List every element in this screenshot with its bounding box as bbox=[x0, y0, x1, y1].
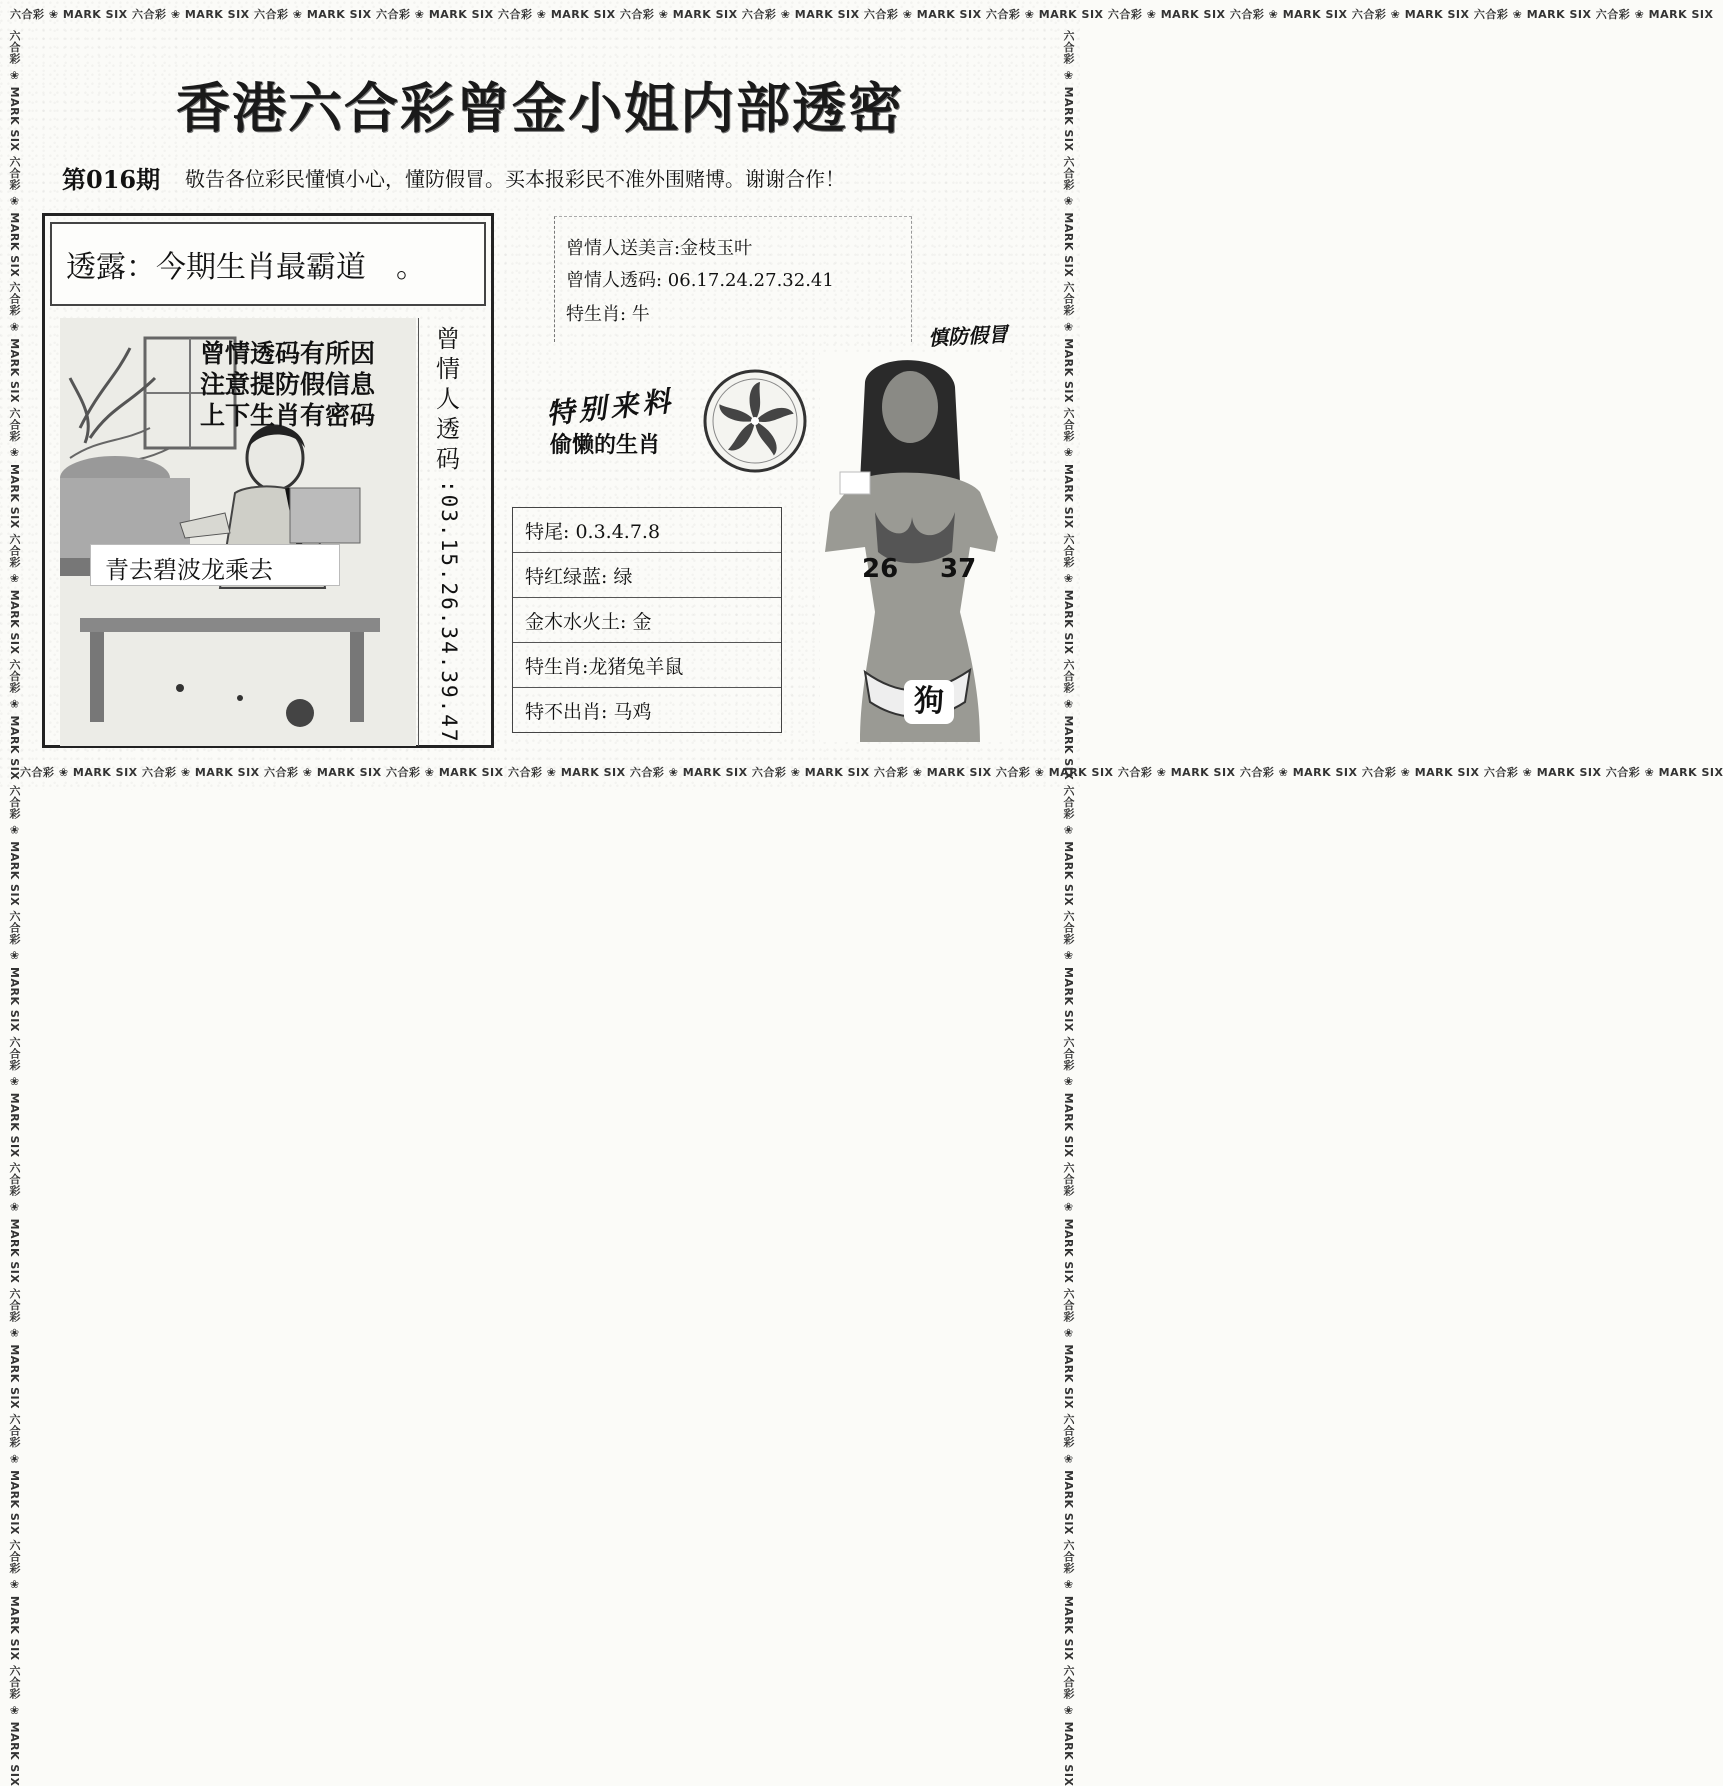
table-cell: 特尾: 0.3.4.7.8 bbox=[525, 521, 661, 543]
info-line-3: 特生肖: 牛 bbox=[566, 304, 650, 325]
table-cell: 特不出肖: 马鸡 bbox=[525, 701, 652, 723]
warning-stamp: 慎防假冒 bbox=[927, 321, 1009, 351]
watermark-left: 六合彩 ❀ MARK SIX 六合彩 ❀ MARK SIX 六合彩 ❀ MARK SIX 六合彩 ❀ MARK SIX 六合彩 ❀ MARK SIX 六合彩 ❀ MARK SIX 六合彩 ❀ MARK SIX 六合彩 ❀ MARK SIX 六合彩 ❀ MARK SIX 六合彩 ❀ MARK SIX 六合彩 ❀ MARK SIX 六合彩 ❀ MARK SIX 六合彩 ❀ MARK SIX 六合彩 ❀ MARK SIX bbox=[8, 30, 21, 1786]
caption-text: 青去碧波龙乘去 bbox=[105, 556, 273, 584]
vertical-label: 曾 情 人 透 码 bbox=[436, 325, 460, 473]
notice-text: 敬告各位彩民懂慎小心，懂防假冒。买本报彩民不准外围赌博。谢谢合作！ bbox=[185, 167, 845, 191]
info-line-1: 曾情人送美言:金枝玉叶 bbox=[566, 238, 753, 259]
poem-line-3: 上下生肖有密码 bbox=[200, 401, 376, 430]
figure-label: 狗 bbox=[904, 680, 954, 724]
special-title: 特别来料 bbox=[544, 384, 676, 431]
table-row bbox=[513, 598, 781, 643]
poem-line-1: 曾情透码有所因 bbox=[200, 339, 376, 368]
vertical-numbers: :03.15.26.34.39.47 bbox=[437, 480, 461, 744]
bauhinia-emblem-icon bbox=[700, 366, 810, 476]
info-line-2: 曾情人透码: 06.17.24.27.32.41 bbox=[566, 270, 834, 291]
table-row bbox=[513, 688, 781, 733]
table-row bbox=[513, 508, 781, 553]
reveal-text: 透露：今期生肖最霸道 。 bbox=[66, 250, 426, 285]
watermark-bottom: 六合彩 ❀ MARK SIX 六合彩 ❀ MARK SIX 六合彩 ❀ MARK SIX 六合彩 ❀ MARK SIX 六合彩 ❀ MARK SIX 六合彩 ❀ MARK SIX 六合彩 ❀ MARK SIX 六合彩 ❀ MARK SIX 六合彩 ❀ MARK SIX 六合彩 ❀ MARK SIX 六合彩 ❀ MARK SIX 六合彩 ❀ MARK SIX 六合彩 ❀ MARK SIX 六合彩 ❀ MARK SIX bbox=[20, 766, 1723, 779]
table-row bbox=[513, 553, 781, 598]
table-cell: 特红绿蓝: 绿 bbox=[525, 566, 633, 588]
table-cell: 特生肖:龙猪兔羊鼠 bbox=[525, 656, 684, 678]
poem-line-2: 注意提防假信息 bbox=[200, 370, 376, 399]
poem-lines bbox=[200, 338, 375, 431]
table-cell: 金木水火土: 金 bbox=[525, 611, 652, 633]
special-subtitle: 偷懒的生肖 bbox=[550, 433, 661, 458]
watermark-right: 六合彩 ❀ MARK SIX 六合彩 ❀ MARK SIX 六合彩 ❀ MARK SIX 六合彩 ❀ MARK SIX 六合彩 ❀ MARK SIX 六合彩 ❀ MARK SIX 六合彩 ❀ MARK SIX 六合彩 ❀ MARK SIX 六合彩 ❀ MARK SIX 六合彩 ❀ MARK SIX 六合彩 ❀ MARK SIX 六合彩 ❀ MARK SIX 六合彩 ❀ MARK SIX 六合彩 ❀ MARK SIX bbox=[1062, 30, 1075, 1786]
watermark-top: 六合彩 ❀ MARK SIX 六合彩 ❀ MARK SIX 六合彩 ❀ MARK SIX 六合彩 ❀ MARK SIX 六合彩 ❀ MARK SIX 六合彩 ❀ MARK SIX 六合彩 ❀ MARK SIX 六合彩 ❀ MARK SIX 六合彩 ❀ MARK SIX 六合彩 ❀ MARK SIX 六合彩 ❀ MARK SIX 六合彩 ❀ MARK SIX 六合彩 ❀ MARK SIX 六合彩 ❀ MARK SIX bbox=[10, 8, 1714, 21]
figure-number-2: 37 bbox=[940, 554, 977, 584]
issue-number: 第016期 bbox=[62, 165, 161, 194]
page-title: 香港六合彩曾金小姐内部透密 bbox=[176, 77, 904, 140]
info-table bbox=[512, 507, 782, 733]
table-row bbox=[513, 643, 781, 688]
vertical-divider bbox=[418, 318, 419, 746]
figure-number-1: 26 bbox=[862, 554, 899, 584]
